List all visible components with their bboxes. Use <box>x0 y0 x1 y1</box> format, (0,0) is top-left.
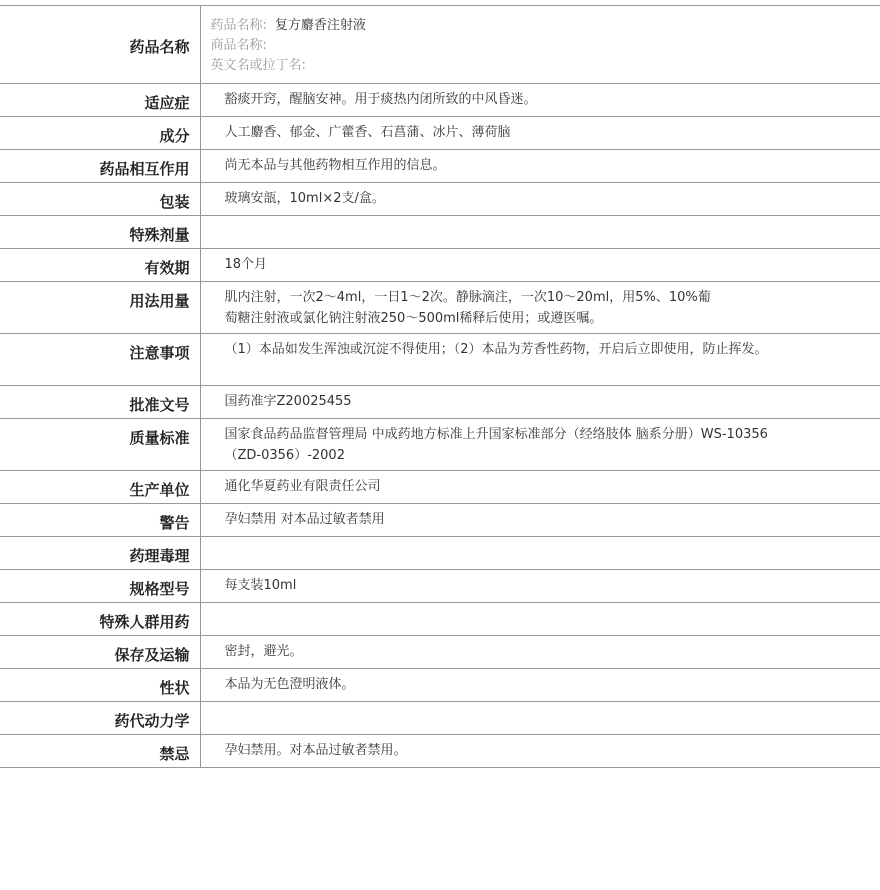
table-row <box>0 282 880 334</box>
row-value: （1）本品如发生浑浊或沉淀不得使用；（2）本品为芳香性药物，开启后立即使用，防止挥发。 <box>200 334 880 386</box>
table-row <box>0 669 880 702</box>
table-row <box>0 636 880 669</box>
row-label: 药理毒理 <box>0 537 200 570</box>
row-label: 警告 <box>0 504 200 537</box>
table-row <box>0 249 880 282</box>
row-value <box>200 216 880 249</box>
row-value: 通化华夏药业有限责任公司 <box>200 471 880 504</box>
trade-name-key: 商品名称: <box>210 38 267 53</box>
table-row <box>0 150 880 183</box>
row-value: 本品为无色澄明液体。 <box>200 669 880 702</box>
row-value: 玻璃安瓿，10ml×2支/盒。 <box>200 183 880 216</box>
table-row <box>0 504 880 537</box>
table-row-name <box>0 6 880 84</box>
row-label: 特殊剂量 <box>0 216 200 249</box>
row-label: 规格型号 <box>0 570 200 603</box>
row-label: 生产单位 <box>0 471 200 504</box>
name-info <box>200 6 880 84</box>
table-row <box>0 334 880 386</box>
generic-name-key: 药品名称: <box>210 18 267 33</box>
latin-name-key: 英文名或拉丁名: <box>210 58 306 73</box>
row-value: 每支装10ml <box>200 570 880 603</box>
row-value: 孕妇禁用。对本品过敏者禁用。 <box>200 735 880 768</box>
generic-name-value: 复方麝香注射液 <box>274 18 366 33</box>
row-label: 包装 <box>0 183 200 216</box>
table-row <box>0 117 880 150</box>
row-label: 用法用量 <box>0 282 200 334</box>
row-label: 药代动力学 <box>0 702 200 735</box>
row-value: 尚无本品与其他药物相互作用的信息。 <box>200 150 880 183</box>
row-label: 适应症 <box>0 84 200 117</box>
row-value: 人工麝香、郁金、广藿香、石菖蒲、冰片、薄荷脑 <box>200 117 880 150</box>
table-row <box>0 735 880 768</box>
row-label: 药品相互作用 <box>0 150 200 183</box>
row-value: 国药准字Z20025455 <box>200 386 880 419</box>
row-label: 性状 <box>0 669 200 702</box>
table-row <box>0 537 880 570</box>
drug-info-table <box>0 5 880 768</box>
row-value <box>200 537 880 570</box>
row-label: 特殊人群用药 <box>0 603 200 636</box>
latin-name-line <box>211 56 880 76</box>
table-row <box>0 386 880 419</box>
row-value: 国家食品药品监督管理局 中成药地方标准上升国家标准部分（经络肢体 脑系分册）WS-10356（ZD-0356）-2002 <box>200 419 880 471</box>
row-value <box>200 603 880 636</box>
table-row <box>0 471 880 504</box>
table-row <box>0 702 880 735</box>
table-row <box>0 419 880 471</box>
row-label: 成分 <box>0 117 200 150</box>
row-label: 禁忌 <box>0 735 200 768</box>
row-label: 质量标准 <box>0 419 200 471</box>
row-label: 药品名称 <box>0 6 200 84</box>
table-row <box>0 84 880 117</box>
table-row <box>0 570 880 603</box>
row-value <box>200 702 880 735</box>
row-label: 保存及运输 <box>0 636 200 669</box>
table-row <box>0 603 880 636</box>
row-value: 豁痰开窍，醒脑安神。用于痰热内闭所致的中风昏迷。 <box>200 84 880 117</box>
row-label: 批准文号 <box>0 386 200 419</box>
row-value: 孕妇禁用 对本品过敏者禁用 <box>200 504 880 537</box>
table-row <box>0 183 880 216</box>
trade-name-line <box>211 36 880 56</box>
row-value: 肌内注射，一次2～4ml，一日1～2次。静脉滴注，一次10～20ml，用5%、10%葡萄糖注射液或氯化钠注射液250～500ml稀释后使用；或遵医嘱。 <box>200 282 880 334</box>
row-value: 18个月 <box>200 249 880 282</box>
table-row <box>0 216 880 249</box>
row-value: 密封，避光。 <box>200 636 880 669</box>
generic-name-line <box>211 16 880 36</box>
row-label: 有效期 <box>0 249 200 282</box>
row-label: 注意事项 <box>0 334 200 386</box>
